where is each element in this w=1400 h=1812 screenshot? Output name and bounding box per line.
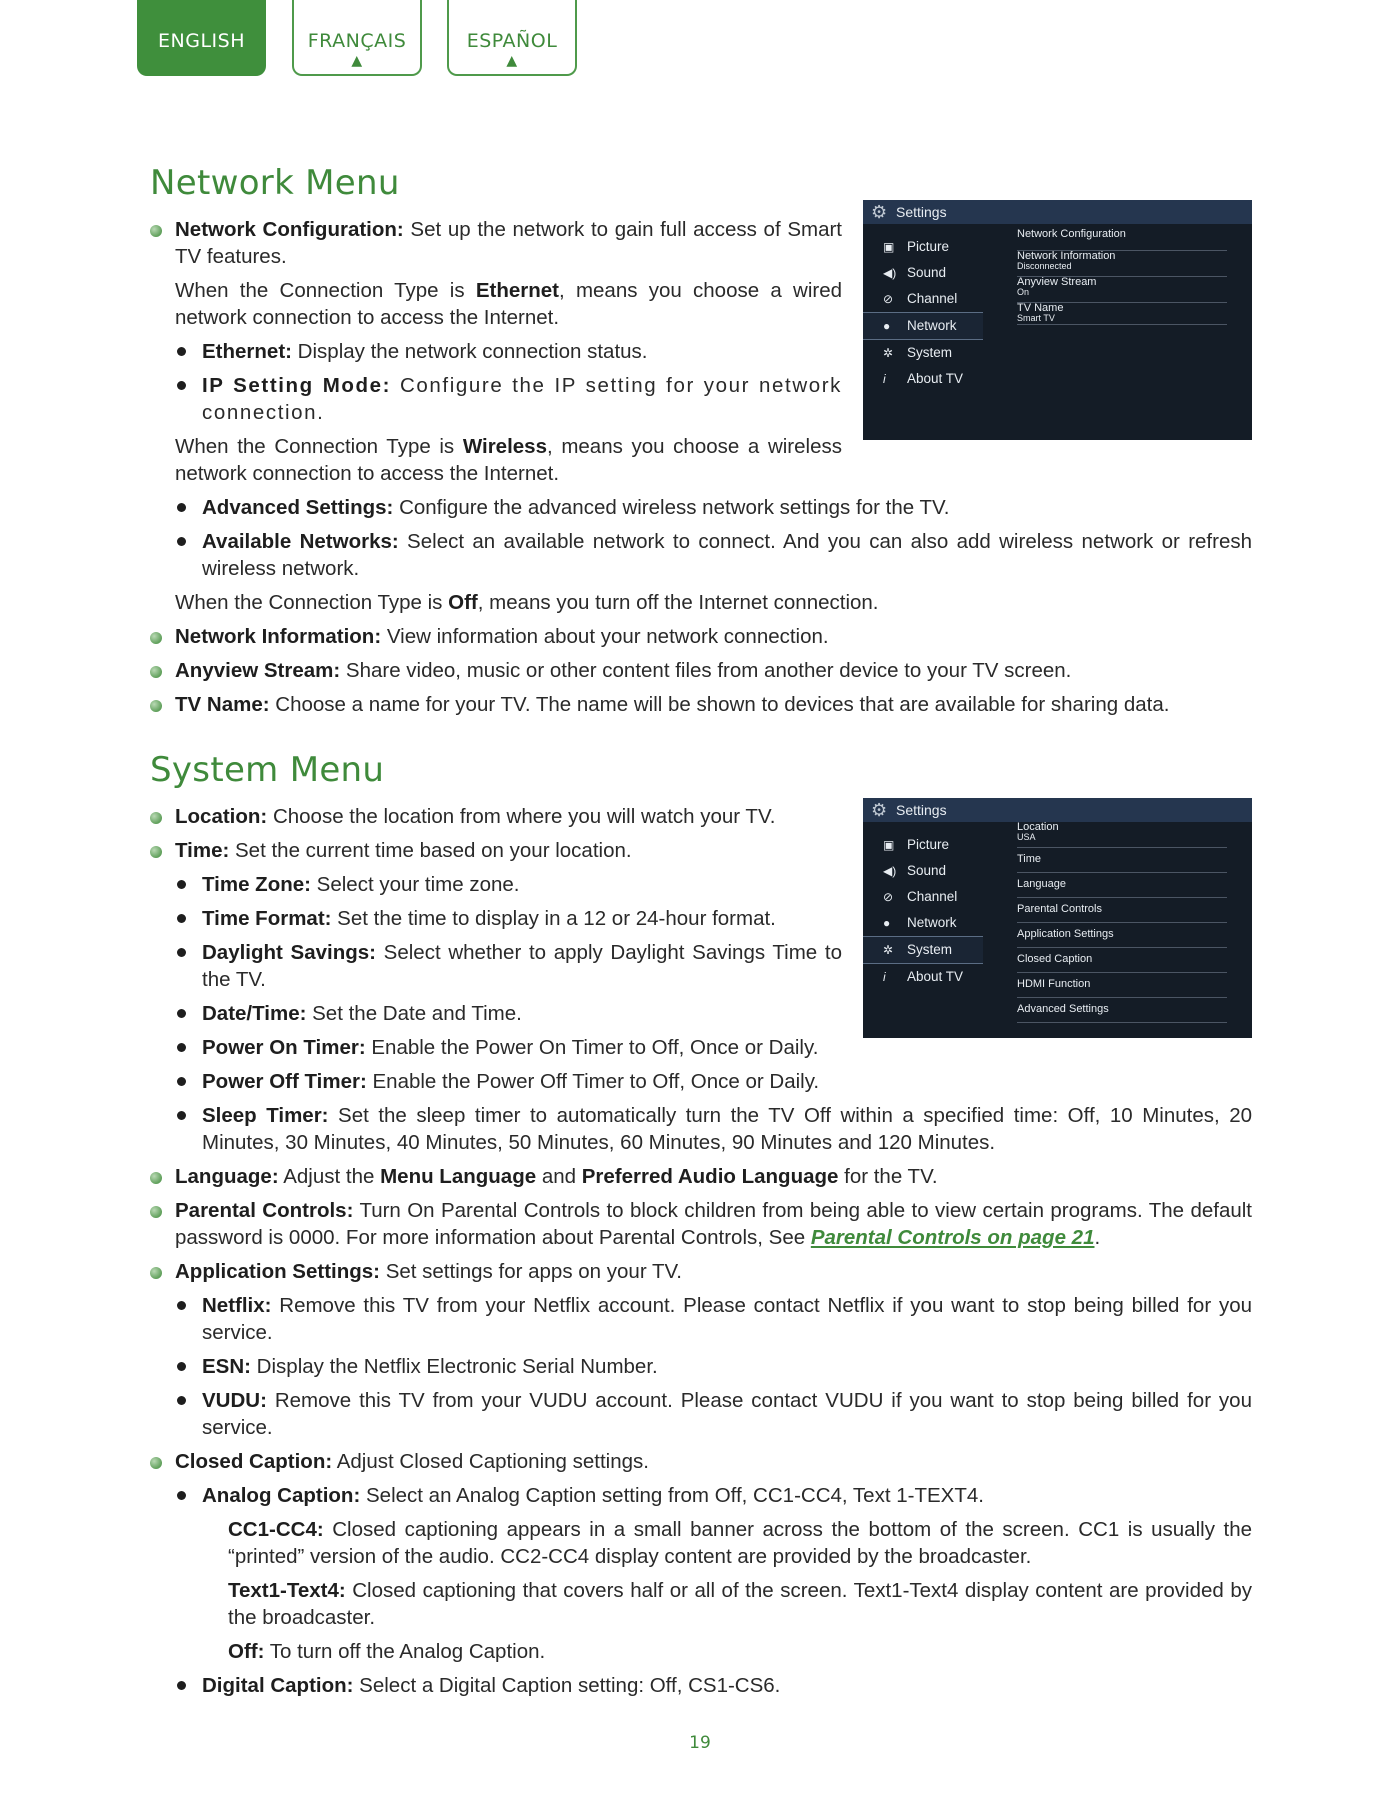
bullet-icon	[150, 846, 162, 858]
globe-icon: ●	[883, 319, 891, 333]
bullet-icon	[177, 1043, 186, 1052]
submenu-item: Location USA	[1017, 822, 1227, 848]
advanced-settings-item: Advanced Settings: Configure the advanced wireless network settings for the TV.	[202, 496, 950, 519]
tab-espanol-label: ESPAÑOL	[466, 30, 558, 52]
bullet-icon	[150, 225, 162, 237]
submenu-item: HDMI Function	[1017, 973, 1227, 998]
up-arrow-icon: ▲	[351, 53, 363, 69]
settings-header: ⚙ Settings	[863, 200, 1252, 224]
submenu-item: Application Settings	[1017, 923, 1227, 948]
menu-item-picture: ▣ Picture	[863, 234, 983, 260]
up-arrow-icon: ▲	[506, 53, 518, 69]
bullet-icon	[177, 1111, 186, 1120]
parental-controls-link[interactable]: Parental Controls on page 21	[810, 1226, 1095, 1249]
parental-controls-item: Parental Controls: Turn On Parental Controls to block children from being able to view certain programs. The default password is 0000. For more information about Parental Controls, See Parental Controls on page 21.	[175, 1199, 1252, 1249]
picture-icon: ▣	[883, 240, 895, 254]
picture-icon: ▣	[883, 838, 895, 852]
power-on-timer-item: Power On Timer: Enable the Power On Timer to Off, Once or Daily.	[202, 1036, 819, 1059]
submenu-item: TV Name Smart TV	[1017, 303, 1227, 325]
ethernet-intro: When the Connection Type is Ethernet, means you choose a wired network connection to access the Internet.	[175, 279, 842, 329]
satellite-icon: ⊘	[883, 890, 894, 904]
menu-item-sound: ◀) Sound	[863, 260, 983, 286]
menu-item-channel: ⊘ Channel	[863, 286, 983, 312]
time-format-item: Time Format: Set the time to display in a 12 or 24-hour format.	[202, 907, 776, 930]
menu-item-system: ✲ System	[863, 936, 983, 964]
anyview-stream-item: Anyview Stream: Share video, music or other content files from another device to your TV screen.	[175, 659, 1072, 682]
network-configuration-item: Network Configuration: Set up the network to gain full access of Smart TV features.	[175, 218, 842, 268]
bullet-icon	[150, 700, 162, 712]
ethernet-item: Ethernet: Display the network connection status.	[202, 340, 648, 363]
analog-caption-item: Analog Caption: Select an Analog Caption setting from Off, CC1-CC4, Text 1-TEXT4.	[202, 1484, 984, 1507]
page-number: 19	[689, 1733, 711, 1753]
date-time-item: Date/Time: Set the Date and Time.	[202, 1002, 522, 1025]
application-settings-item: Application Settings: Set settings for apps on your TV.	[175, 1260, 682, 1283]
bullet-icon	[177, 1009, 186, 1018]
power-off-timer-item: Power Off Timer: Enable the Power Off Timer to Off, Once or Daily.	[202, 1070, 820, 1093]
submenu-item: Closed Caption	[1017, 948, 1227, 973]
system-settings-screenshot	[863, 798, 1252, 1038]
tab-english[interactable]	[137, 0, 266, 76]
language-item: Language: Adjust the Menu Language and Preferred Audio Language for the TV.	[175, 1165, 938, 1188]
menu-item-network: ● Network	[863, 910, 983, 936]
system-menu-title: System Menu	[150, 750, 385, 790]
esn-item: ESN: Display the Netflix Electronic Serial Number.	[202, 1355, 658, 1378]
menu-item-network: ● Network	[863, 312, 983, 340]
bullet-icon	[150, 632, 162, 644]
tv-name-item: TV Name: Choose a name for your TV. The name will be shown to devices that are available for sharing data.	[175, 693, 1170, 716]
wireless-intro: When the Connection Type is Wireless, means you choose a wireless network connection to access the Internet.	[175, 435, 842, 485]
submenu-item: Network Information Disconnected	[1017, 251, 1227, 277]
time-zone-item: Time Zone: Select your time zone.	[202, 873, 520, 896]
menu-item-about-tv: i About TV	[863, 366, 983, 392]
menu-item-system: ✲ System	[863, 340, 983, 366]
tab-francais[interactable]	[292, 0, 422, 76]
submenu-item: Parental Controls	[1017, 898, 1227, 923]
menu-item-sound: ◀) Sound	[863, 858, 983, 884]
bullet-icon	[177, 347, 186, 356]
location-item: Location: Choose the location from where you will watch your TV.	[175, 805, 776, 828]
settings-header: ⚙ Settings	[863, 798, 1252, 822]
tab-english-label: ENGLISH	[158, 30, 245, 52]
tab-espanol[interactable]	[447, 0, 577, 76]
bullet-icon	[150, 1267, 162, 1279]
bullet-icon	[177, 1362, 186, 1371]
bullet-icon	[177, 381, 186, 390]
gear-icon: ⚙	[871, 202, 888, 222]
off-intro: When the Connection Type is Off, means you turn off the Internet connection.	[175, 591, 879, 614]
off-desc: Off: To turn off the Analog Caption.	[228, 1640, 546, 1663]
bullet-icon	[177, 1681, 186, 1690]
bullet-icon	[150, 1172, 162, 1184]
vudu-item: VUDU: Remove this TV from your VUDU account. Please contact VUDU if you want to stop being billed for you service.	[202, 1389, 1252, 1439]
network-information-item: Network Information: View information about your network connection.	[175, 625, 829, 648]
gear-icon: ⚙	[871, 800, 888, 820]
gear-icon: ✲	[883, 346, 894, 360]
settings-menu	[863, 234, 983, 392]
submenu-item: Time	[1017, 848, 1227, 873]
speaker-icon: ◀)	[883, 864, 897, 878]
satellite-icon: ⊘	[883, 292, 894, 306]
submenu-item: Anyview Stream On	[1017, 277, 1227, 303]
ip-setting-mode-item: IP Setting Mode: Configure the IP setting for your network connection.	[202, 374, 842, 424]
bullet-icon	[177, 1301, 186, 1310]
bullet-icon	[177, 1077, 186, 1086]
netflix-item: Netflix: Remove this TV from your Netflix account. Please contact Netflix if you want to stop being billed for you service.	[202, 1294, 1252, 1344]
info-icon: i	[883, 970, 886, 984]
bullet-icon	[177, 1491, 186, 1500]
sleep-timer-item: Sleep Timer: Set the sleep timer to automatically turn the TV Off within a specified time: Off, 10 Minutes, 20 Minutes, 30 Minutes, 40 Minutes, 50 Minutes, 60 Minutes, 90 Minutes and 120 Minutes.	[202, 1104, 1252, 1154]
bullet-icon	[177, 880, 186, 889]
time-item: Time: Set the current time based on your location.	[175, 839, 632, 862]
bullet-icon	[177, 537, 186, 546]
bullet-icon	[177, 503, 186, 512]
bullet-icon	[150, 1206, 162, 1218]
system-submenu	[1017, 822, 1227, 1023]
tab-francais-label: FRANÇAIS	[307, 30, 407, 52]
network-settings-screenshot	[863, 200, 1252, 440]
digital-caption-item: Digital Caption: Select a Digital Caption setting: Off, CS1-CS6.	[202, 1674, 781, 1697]
menu-item-about-tv: i About TV	[863, 964, 983, 990]
bullet-icon	[150, 1457, 162, 1469]
bullet-icon	[150, 812, 162, 824]
menu-item-picture: ▣ Picture	[863, 832, 983, 858]
menu-item-channel: ⊘ Channel	[863, 884, 983, 910]
cc1-cc4-desc: CC1-CC4: Closed captioning appears in a small banner across the bottom of the screen. CC1 is usually the “printed” version of the audio. CC2-CC4 display content are provided by the broadcaster.	[228, 1518, 1252, 1568]
bullet-icon	[177, 948, 186, 957]
network-menu-title: Network Menu	[150, 163, 400, 203]
text1-text4-desc: Text1-Text4: Closed captioning that covers half or all of the screen. Text1-Text4 display content are provided by the broadcaster.	[228, 1579, 1252, 1629]
available-networks-item: Available Networks: Select an available network to connect. And you can also add wireless network or refresh wireless network.	[202, 530, 1253, 580]
submenu-item: Advanced Settings	[1017, 998, 1227, 1023]
globe-icon: ●	[883, 916, 891, 930]
network-submenu	[1017, 224, 1227, 325]
daylight-savings-item: Daylight Savings: Select whether to apply Daylight Savings Time to the TV.	[202, 941, 842, 991]
bullet-icon	[150, 666, 162, 678]
submenu-item: Network Configuration	[1017, 224, 1227, 251]
settings-menu	[863, 832, 983, 990]
closed-caption-item: Closed Caption: Adjust Closed Captioning settings.	[175, 1450, 649, 1473]
gear-icon: ✲	[883, 943, 894, 957]
info-icon: i	[883, 372, 886, 386]
bullet-icon	[177, 914, 186, 923]
speaker-icon: ◀)	[883, 266, 897, 280]
bullet-icon	[177, 1396, 186, 1405]
submenu-item: Language	[1017, 873, 1227, 898]
